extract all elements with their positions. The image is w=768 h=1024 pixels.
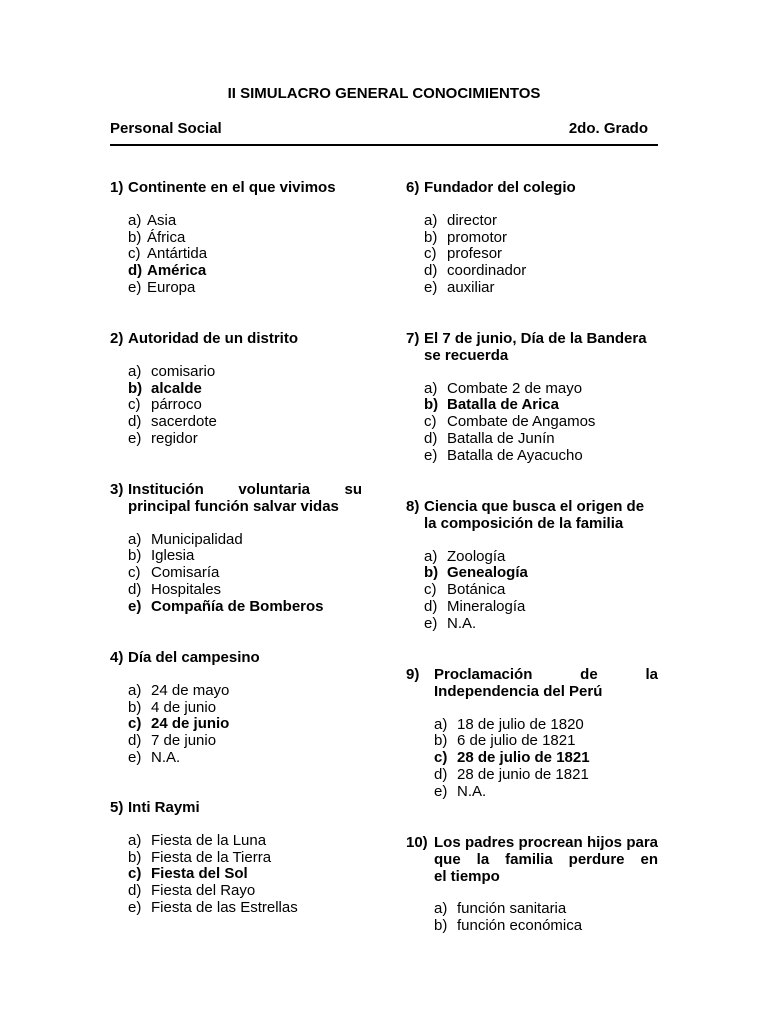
question-stem [406,180,658,197]
option-d: d) Hospitales [128,580,222,598]
question-number: 8) [406,498,420,515]
question-number: 6) [406,179,420,196]
option-a: a) director [424,211,498,229]
option-a: a) 18 de julio de 1820 [434,715,584,733]
question-text-line-1: Institución voluntaria su [128,481,362,498]
question-text-line-2: para que la familia perdure en [434,834,658,868]
question-text-line-1: Ciencia que busca el origen de [424,498,645,515]
question-text-line-3: el tiempo [434,867,500,885]
question-number: 10) [406,834,428,851]
question-1 [110,180,362,297]
option-e: e) Europa [128,278,196,296]
question-4 [110,650,362,767]
question-text: Autoridad de un distrito [128,330,298,347]
option-c: c) Combate de Angamos [424,413,596,430]
option-b: b) 6 de julio de 1821 [434,732,576,750]
question-text-line-1: Los padres procrean hijos [434,834,622,851]
option-list [110,364,362,448]
option-b-correct: b) Batalla de Arica [424,396,559,414]
option-a: a) 24 de mayo [128,681,230,699]
question-text: Inti Raymi [128,799,200,816]
option-list [110,532,362,616]
question-7 [406,331,658,464]
option-a: a) comisario [128,362,216,380]
option-b: b) promotor [424,228,508,246]
subject-label: Personal Social [110,120,222,137]
question-stem [406,499,658,533]
option-b: b) Iglesia [128,547,195,565]
option-d: d) sacerdote [128,413,217,430]
question-10 [406,835,658,935]
option-a: a) Asia [128,211,177,229]
option-list [110,683,362,767]
question-text: Fundador del colegio [424,179,576,196]
question-stem [110,331,362,348]
question-stem [406,667,658,701]
question-number: 7) [406,330,420,347]
option-list [406,549,658,633]
question-5 [110,800,362,917]
option-list [406,901,658,935]
option-c: c) Antártida [128,245,208,263]
grade-label: 2do. Grado [568,120,648,137]
option-b: b) África [128,228,186,246]
exam-title: II SIMULACRO GENERAL CONOCIMIENTOS [227,85,541,102]
question-number: 3) [110,481,124,498]
option-c-correct: c) Fiesta del Sol [128,865,248,883]
question-text-line-1: El 7 de junio, Día de la Bandera [424,330,647,347]
header-divider [110,144,658,146]
question-text [434,835,658,885]
option-d: d) coordinador [424,262,527,279]
option-a: a) Municipalidad [128,530,243,548]
option-c: c) profesor [424,245,503,263]
option-list [406,381,658,465]
question-text-line-2: la composición de la familia [424,514,624,532]
option-a: a) Combate 2 de mayo [424,379,583,397]
option-b: b) función económica [434,917,583,934]
question-stem [406,331,658,365]
question-text [424,499,658,533]
option-b: b) Fiesta de la Tierra [128,848,272,866]
question-stem [110,650,362,667]
option-b-correct: b) alcalde [128,379,202,397]
question-number: 5) [110,799,124,816]
question-6 [406,180,658,297]
option-e: e) N.A. [424,614,477,632]
question-text-line-1: Proclamación de la [434,666,658,683]
question-stem [406,835,658,885]
option-b-correct: b) Genealogía [424,564,528,582]
option-a: a) Zoología [424,547,506,565]
option-c: c) Botánica [424,581,506,598]
option-d: d) 7 de junio [128,732,217,749]
option-e: e) Fiesta de las Estrellas [128,898,298,916]
question-text [424,331,658,365]
question-number: 4) [110,649,124,666]
option-e: e) auxiliar [424,278,495,296]
question-2 [110,331,362,448]
option-d: d) Batalla de Junín [424,429,555,447]
question-3 [110,482,362,615]
option-e: e) N.A. [434,782,487,800]
question-text: Continente en el que vivimos [128,179,336,196]
option-d: d) Mineralogía [424,597,526,615]
question-9 [406,667,658,800]
option-e-correct: e) Compañía de Bomberos [128,597,324,615]
question-text-line-2: principal función salvar vidas [128,497,339,515]
question-text: Día del campesino [128,649,260,666]
option-d-correct: d) América [128,262,207,279]
option-b: b) 4 de junio [128,698,217,716]
option-e: e) N.A. [128,748,181,766]
option-a: a) Fiesta de la Luna [128,831,267,849]
question-stem [110,482,362,516]
question-text-line-2: Independencia del Perú [434,682,603,700]
question-number: 1) [110,179,124,196]
question-number: 9) [406,666,420,683]
option-e: e) Batalla de Ayacucho [424,446,583,464]
option-c-correct: c) 28 de julio de 1821 [434,749,590,766]
option-list [406,717,658,801]
option-c-correct: c) 24 de junio [128,715,230,733]
question-text [434,667,658,701]
question-text-line-2: se recuerda [424,346,509,364]
question-number: 2) [110,330,124,347]
option-c: c) Comisaría [128,564,220,581]
question-stem [110,180,362,197]
option-a: a) función sanitaria [434,900,567,918]
question-8 [406,499,658,632]
option-e: e) regidor [128,429,198,447]
option-c: c) párroco [128,396,202,414]
option-list [110,213,362,297]
option-list [406,213,658,297]
option-d: d) 28 de junio de 1821 [434,765,589,783]
option-d: d) Fiesta del Rayo [128,882,256,899]
option-list [110,833,362,917]
question-stem [110,800,362,817]
question-text [128,482,362,516]
